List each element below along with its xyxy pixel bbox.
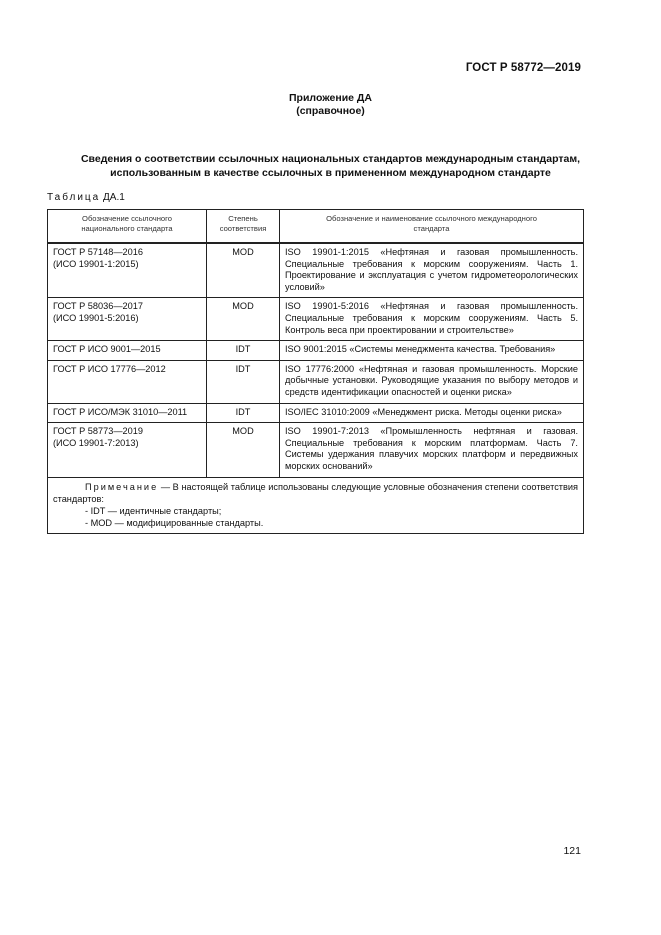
national-standard-cell: ГОСТ Р 57148—2016 (ИСО 19901-1:2015): [48, 243, 207, 298]
table-header-row: [48, 210, 584, 244]
table-row: [48, 403, 584, 423]
column-header-national: Обозначение ссылочного национального стандарта: [48, 210, 207, 244]
table-row: [48, 360, 584, 403]
table-row: [48, 423, 584, 477]
column-header-international: Обозначение и наименование ссылочного международного стандарта: [280, 210, 584, 244]
table-caption: [47, 192, 125, 203]
page-number: 121: [563, 845, 581, 857]
national-standard-cell: ГОСТ Р 58036—2017 (ИСО 19901-5:2016): [48, 298, 207, 341]
table-row: [48, 298, 584, 341]
note-item-mod: - MOD — модифицированные стандарты.: [85, 517, 264, 528]
section-heading-line-2: использованным в качестве ссылочных в примененном международном стандарте: [110, 166, 551, 179]
national-standard-cell: ГОСТ Р ИСО 9001—2015: [48, 341, 207, 361]
annex-title: Приложение ДА: [289, 92, 372, 104]
degree-cell: MOD: [207, 298, 280, 341]
section-heading-line-1: Сведения о соответствии ссылочных национальных стандартов международным стандартам,: [80, 153, 581, 165]
international-standard-cell: ISO 19901-5:2016 «Нефтяная и газовая промышленность. Специальные требования к морским сооружениям. Часть 5. Контроль веса при проектировании и строительстве»: [280, 298, 584, 341]
note-text: — В настоящей таблице использованы следующие условные обозначения степени соответствия стандартов:: [53, 481, 578, 504]
national-standard-cell: ГОСТ Р ИСО/МЭК 31010—2011: [48, 403, 207, 423]
table-row: [48, 341, 584, 361]
international-standard-cell: ISO 9001:2015 «Системы менеджмента качества. Требования»: [280, 341, 584, 361]
degree-cell: MOD: [207, 243, 280, 298]
annex-subtitle: (справочное): [296, 105, 365, 117]
table-row: [48, 243, 584, 298]
national-standard-cell: ГОСТ Р 58773—2019 (ИСО 19901-7:2013): [48, 423, 207, 477]
degree-cell: IDT: [207, 403, 280, 423]
international-standard-cell: ISO 17776:2000 «Нефтяная и газовая промышленность. Морские добычные установки. Руководящие указания по выбору методов и средств идентификации опасностей и оценки риска»: [280, 360, 584, 403]
note-item-idt: - IDT — идентичные стандарты;: [85, 505, 222, 516]
international-standard-cell: ISO/IEC 31010:2009 «Менеджмент риска. Методы оценки риска»: [280, 403, 584, 423]
document-code: ГОСТ Р 58772—2019: [465, 62, 581, 74]
international-standard-cell: ISO 19901-7:2013 «Промышленность нефтяная и газовая. Специальные требования к морским платформам. Часть 7. Системы удержания плавучих морских платформ и передвижных морских оснований»: [280, 423, 584, 477]
national-standard-cell: ГОСТ Р ИСО 17776—2012: [48, 360, 207, 403]
table-caption-id: ДА.1: [103, 192, 125, 203]
international-standard-cell: ISO 19901-1:2015 «Нефтяная и газовая промышленность. Специальные требования к морским сооружениям. Часть 1. Проектирование и эксплуатация с учетом гидрометеорологических условий»: [280, 243, 584, 298]
table-caption-word: Таблица: [47, 192, 101, 203]
reference-standards-table: [47, 209, 584, 534]
table-note-row: [48, 477, 584, 533]
degree-cell: IDT: [207, 360, 280, 403]
degree-cell: IDT: [207, 341, 280, 361]
annex-title-block: [0, 92, 661, 118]
section-heading: [40, 153, 621, 180]
note-label: Примечание: [85, 481, 159, 492]
column-header-degree: Степень соответствия: [207, 210, 280, 244]
table-note: [48, 477, 584, 533]
degree-cell: MOD: [207, 423, 280, 477]
